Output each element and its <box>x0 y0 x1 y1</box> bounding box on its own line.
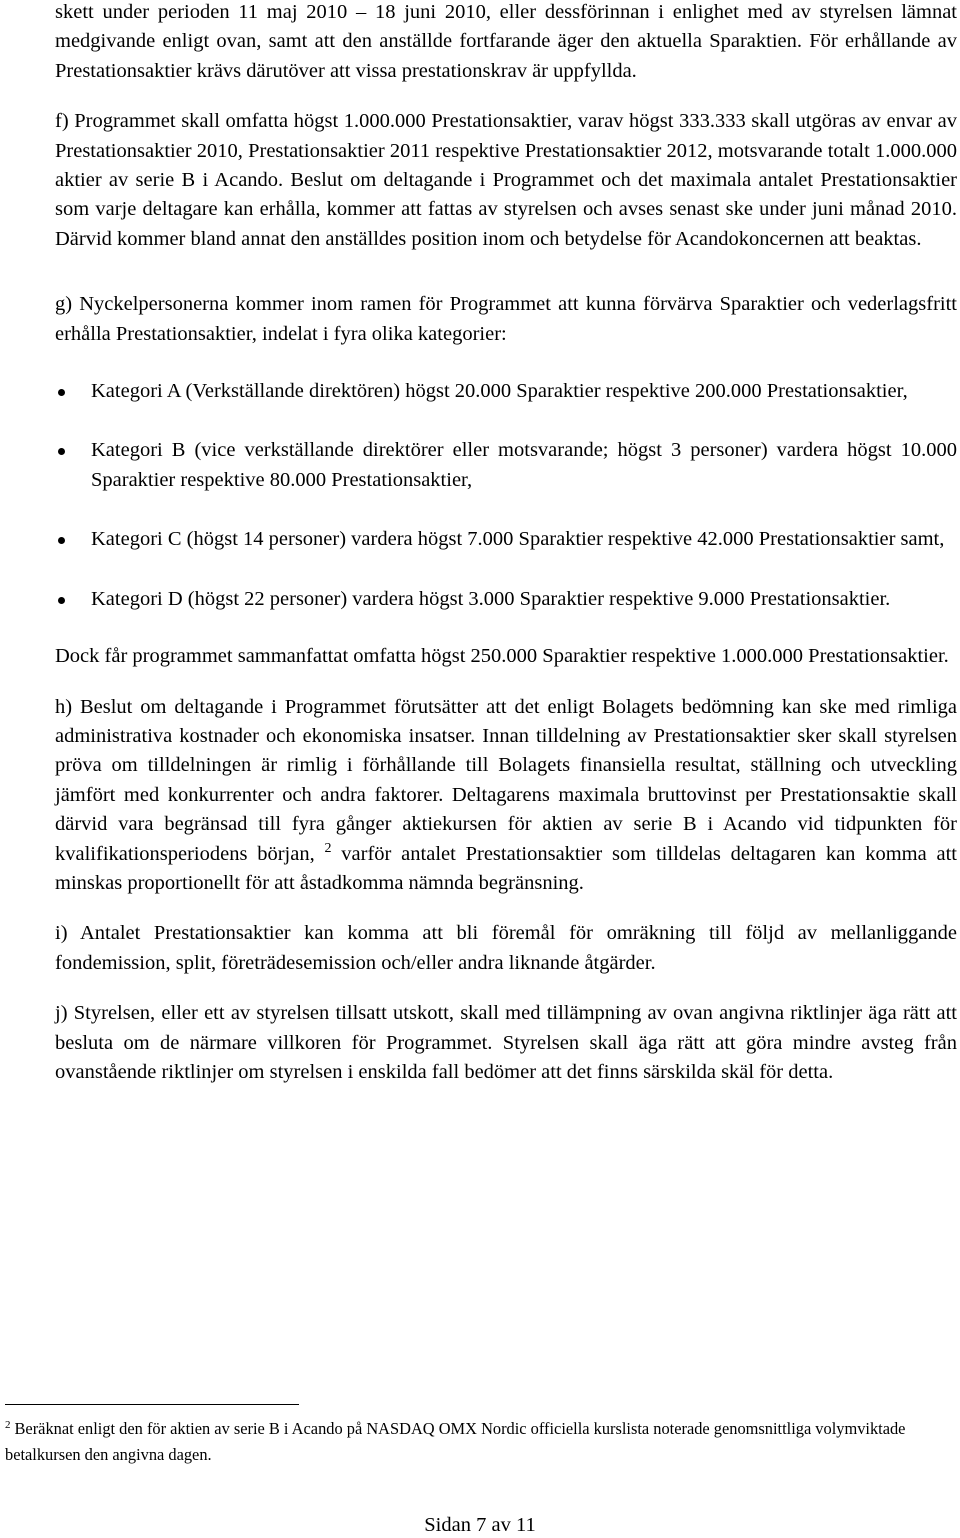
bullet-icon <box>58 537 65 544</box>
category-d-text: Kategori D (högst 22 personer) vardera högst 3.000 Sparaktier respektive 9.000 Prestationsaktier. <box>91 587 891 610</box>
paragraph-f: f) Programmet skall omfatta högst 1.000.000 Prestationsaktier, varav högst 333.333 skall utgöras av envar av Prestationsaktier 2010, Prestationsaktier 2011 respektive Prestationsaktier 2012, motsvarande totalt 1.000.000 aktier av serie B i Acando. Beslut om deltagande i Programmet och det maximala antalet Prestationsaktier som varje deltagare kan erhålla, kommer att fattas av styrelsen och avses senast ske under juni månad 2010. Därvid kommer bland annat den anställdes position inom och betydelse för Acandokoncernen att beaktas. <box>55 110 957 250</box>
list-item-category-b <box>55 436 957 495</box>
paragraph-g: g) Nyckelpersonerna kommer inom ramen för Programmet att kunna förvärva Sparaktier och vederlagsfritt erhålla Prestationsaktier, indelat i fyra olika kategorier: <box>55 293 957 345</box>
bullet-icon <box>58 597 65 604</box>
category-c-text: Kategori C (högst 14 personer) vardera högst 7.000 Sparaktier respektive 42.000 Prestationsaktier samt, <box>91 528 945 551</box>
list-item-category-a <box>55 377 957 406</box>
footnote-reference[interactable]: 2 <box>324 840 332 856</box>
paragraph-i: i) Antalet Prestationsaktier kan komma att bli föremål för omräkning till följd av mellanliggande fondemission, split, företrädesemission och/eller andra liknande åtgärder. <box>55 922 957 974</box>
paragraph-summary: Dock får programmet sammanfattat omfatta högst 250.000 Sparaktier respektive 1.000.000 Prestationsaktier. <box>55 645 949 668</box>
category-list <box>55 377 957 614</box>
bullet-icon <box>58 389 65 396</box>
paragraph-h <box>55 693 957 899</box>
footnote <box>5 1416 957 1468</box>
list-item-category-d <box>55 585 957 614</box>
paragraph-h-part1: h) Beslut om deltagande i Programmet förutsätter att det enligt Bolagets bedömning kan ske med rimliga administrativa kostnader och ekonomiska insatser. Innan tilldelning av Prestationsaktier sker skall styrelsen pröva om tilldelningen är rimlig i förhållande till Bolagets finansiella resultat, ställning och utveckling jämfört med konkurrenter och andra faktorer. Deltagarens maximala bruttovinst per Prestationsaktie skall därvid vara begränsad till fyra gånger aktiekursen för aktien av serie B i Acando vid tidpunkten för kvalifikationsperiodens början, <box>55 695 957 865</box>
paragraph-h-part2: varför antalet Prestationsaktier som tilldelas deltagaren kan komma att minskas proportionellt för att åstadkomma nämnda begränsning. <box>55 842 957 894</box>
page-number: Sidan 7 av 11 <box>424 1514 536 1536</box>
footnote-text: Beräknat enligt den för aktien av serie B i Acando på NASDAQ OMX Nordic officiella kurslista noterade genomsnittliga volymviktade betalkursen den angivna dagen. <box>5 1419 906 1464</box>
bullet-icon <box>58 448 65 455</box>
footnote-divider <box>5 1404 299 1405</box>
document-page <box>55 0 957 1087</box>
paragraph-j: j) Styrelsen, eller ett av styrelsen tillsatt utskott, skall med tillämpning av ovan angivna riktlinjer äga rätt att besluta om de närmare villkoren för Programmet. Styrelsen skall äga rätt att göra mindre avsteg från ovanstående riktlinjer om styrelsen i enskilda fall bedömer att det finns särskilda skäl för detta. <box>55 1002 957 1083</box>
category-a-text: Kategori A (Verkställande direktören) högst 20.000 Sparaktier respektive 200.000 Prestationsaktier, <box>91 380 908 403</box>
category-b-text: Kategori B (vice verkställande direktörer eller motsvarande; högst 3 personer) vardera högst 10.000 Sparaktier respektive 80.000 Prestationsaktier, <box>91 439 957 491</box>
paragraph-intro: skett under perioden 11 maj 2010 – 18 juni 2010, eller dessförinnan i enlighet med av styrelsen lämnat medgivande enligt ovan, samt att den anställde fortfarande äger den aktuella Sparaktien. För erhållande av Prestationsaktier krävs därutöver att vissa prestationskrav är uppfyllda. <box>55 1 957 82</box>
list-item-category-c <box>55 525 957 554</box>
footnote-number: 2 <box>5 1418 11 1431</box>
